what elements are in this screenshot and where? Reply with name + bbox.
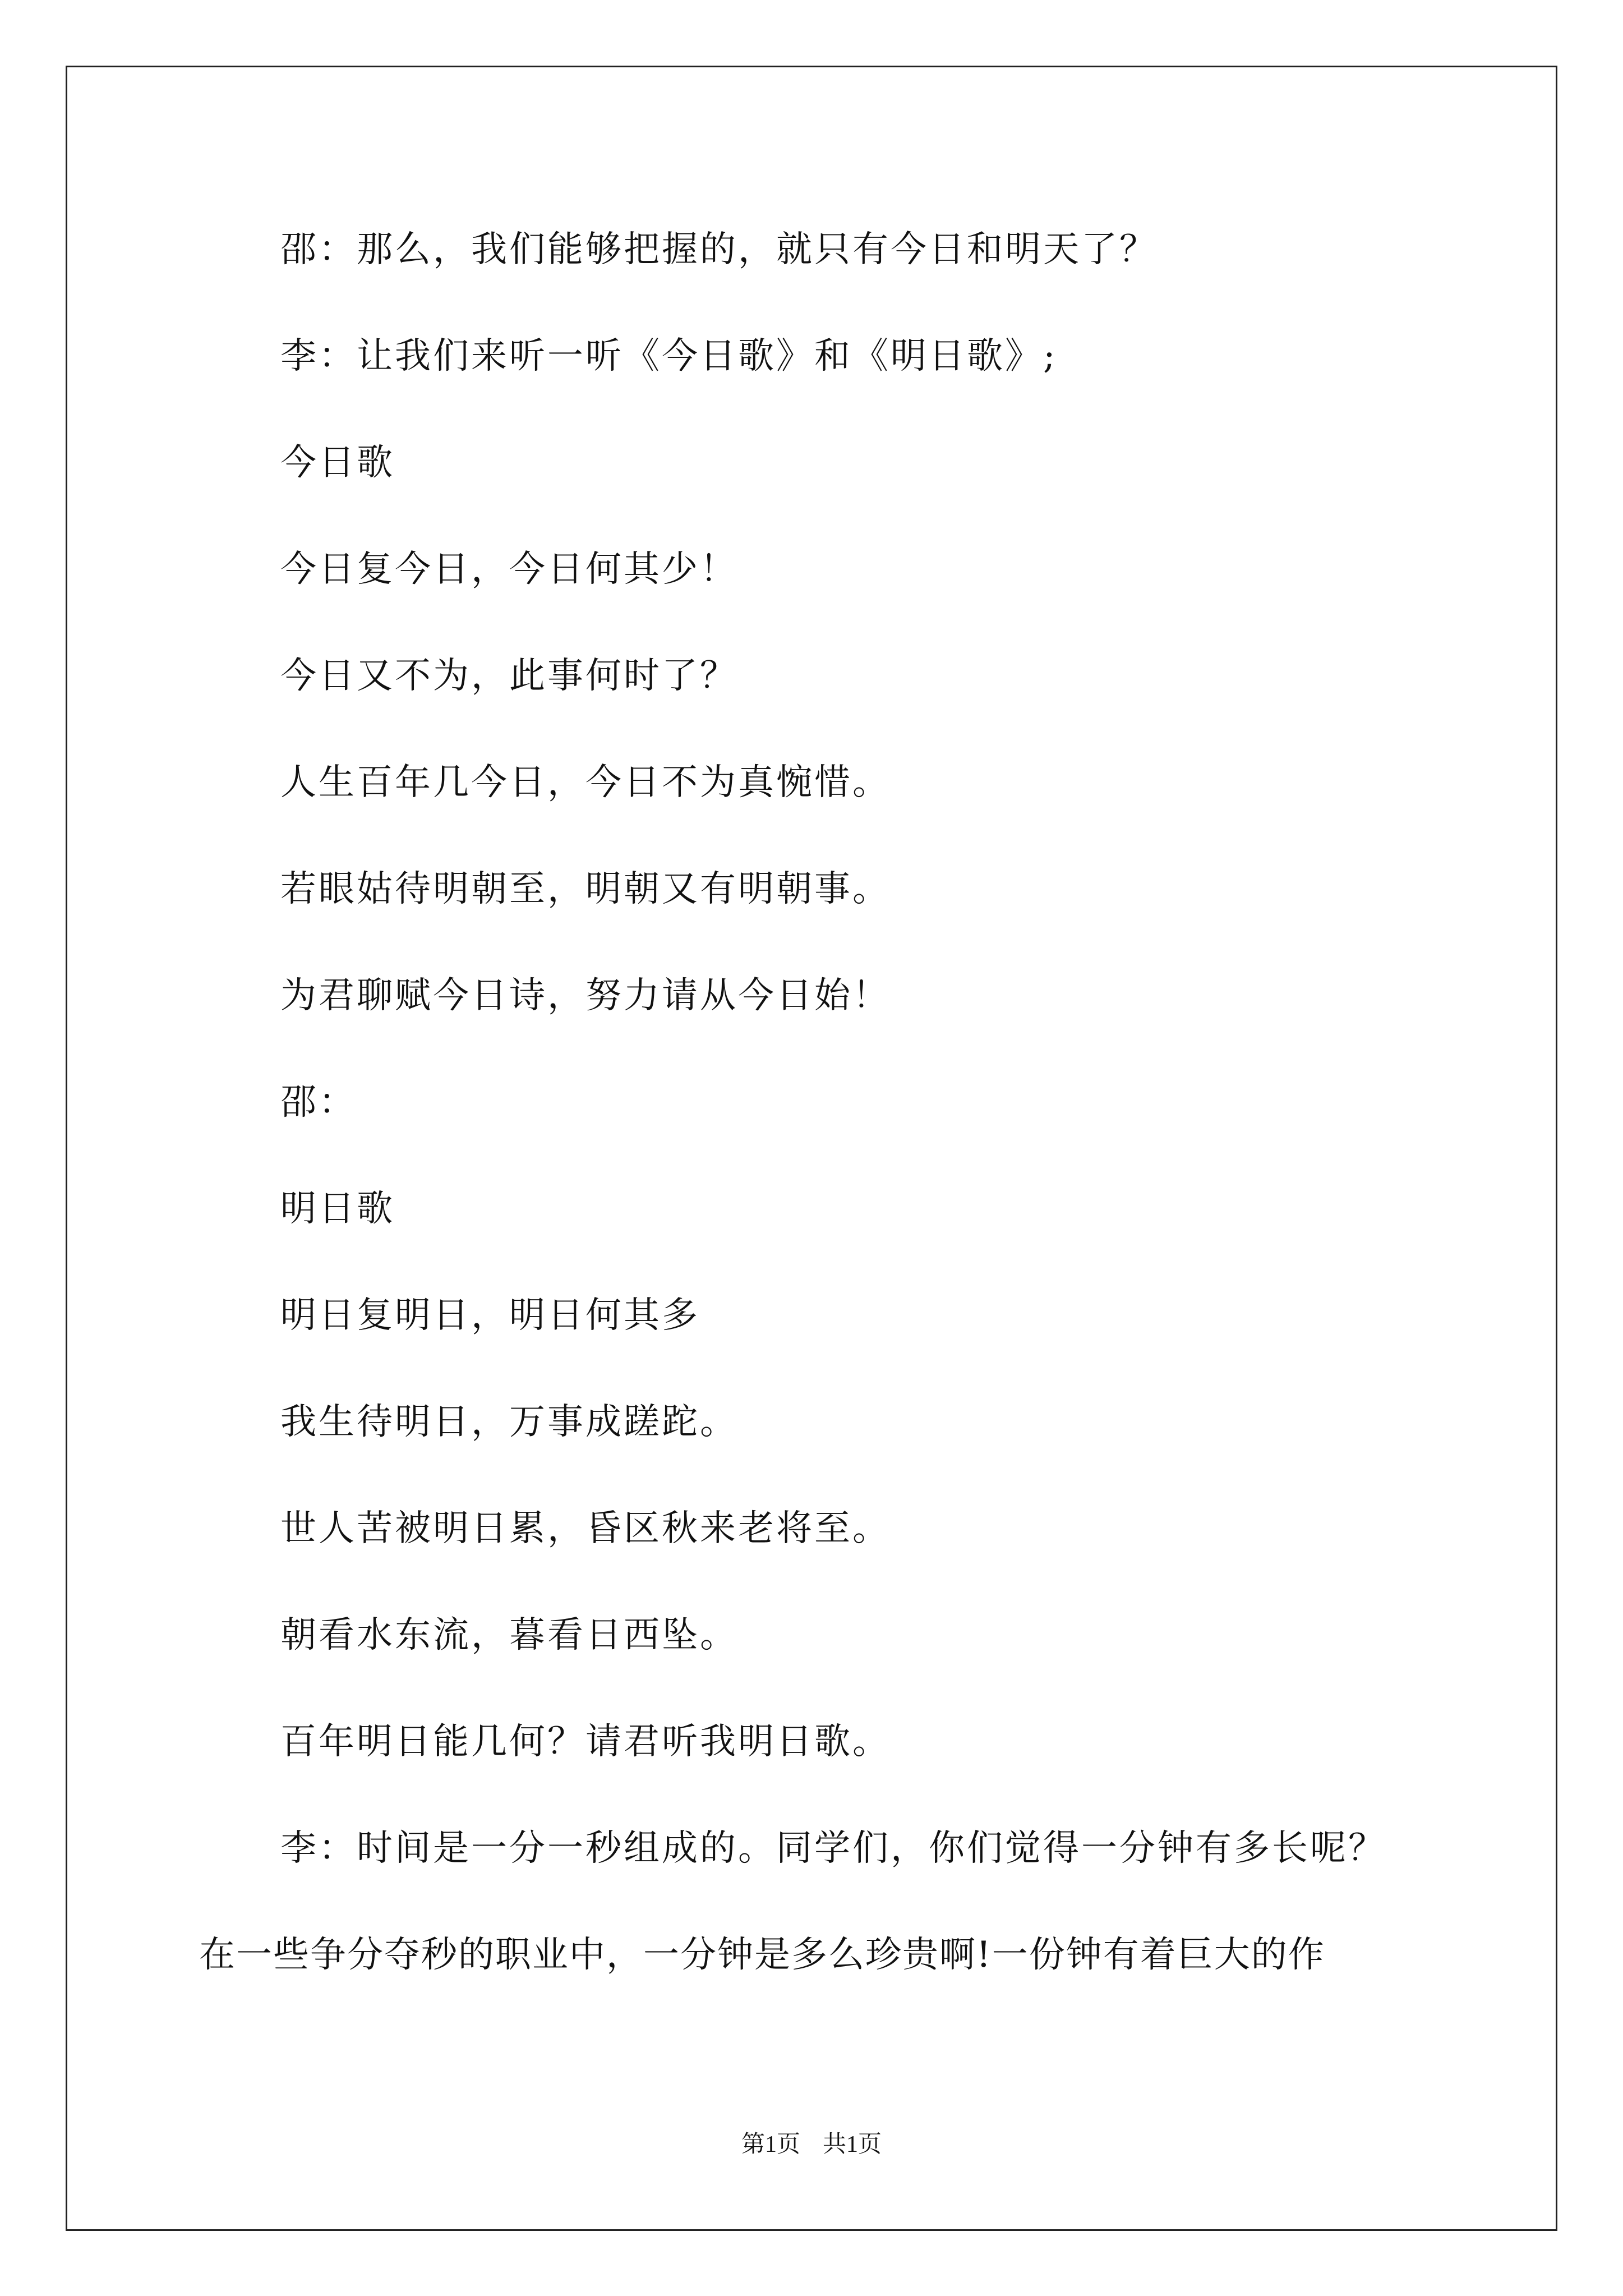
page-number: 第1页 [741, 2132, 800, 2157]
poem-title: 今日歌 [280, 442, 395, 484]
text-line: 若眼姑待明朝至，明朝又有明朝事。 [280, 868, 891, 910]
text-line: 李：时间是一分一秒组成的。同学们，你们觉得一分钟有多长呢？ [280, 1828, 1386, 1869]
text-line: 李：让我们来听一听《今日歌》和《明日歌》; [280, 335, 1058, 377]
text-line: 明日复明日，明日何其多 [280, 1295, 700, 1336]
poem-title: 明日歌 [280, 1188, 395, 1230]
text-line: 我生待明日，万事成蹉跎。 [280, 1401, 738, 1443]
text-line: 今日复今日，今日何其少！ [280, 549, 738, 590]
text-line: 今日又不为，此事何时了？ [280, 655, 738, 697]
text-line: 邵：那么，我们能够把握的，就只有今日和明天了？ [280, 229, 1158, 270]
page-total: 共1页 [823, 2132, 882, 2157]
text-line: 为君聊赋今日诗，努力请从今日始！ [280, 975, 891, 1016]
text-line: 在一些争分夺秒的职业中，一分钟是多么珍贵啊!一份钟有着巨大的作 [199, 1934, 1325, 1976]
page-border [66, 66, 1557, 2231]
text-line: 世人苦被明日累，昏区秋来老将至。 [280, 1508, 891, 1549]
text-line: 邵： [280, 1082, 357, 1123]
text-line: 百年明日能几何？请君听我明日歌。 [280, 1721, 891, 1763]
page-footer [0, 2131, 1623, 2159]
text-line: 人生百年几今日，今日不为真惋惜。 [280, 762, 891, 803]
text-line: 朝看水东流，暮看日西坠。 [280, 1614, 738, 1656]
